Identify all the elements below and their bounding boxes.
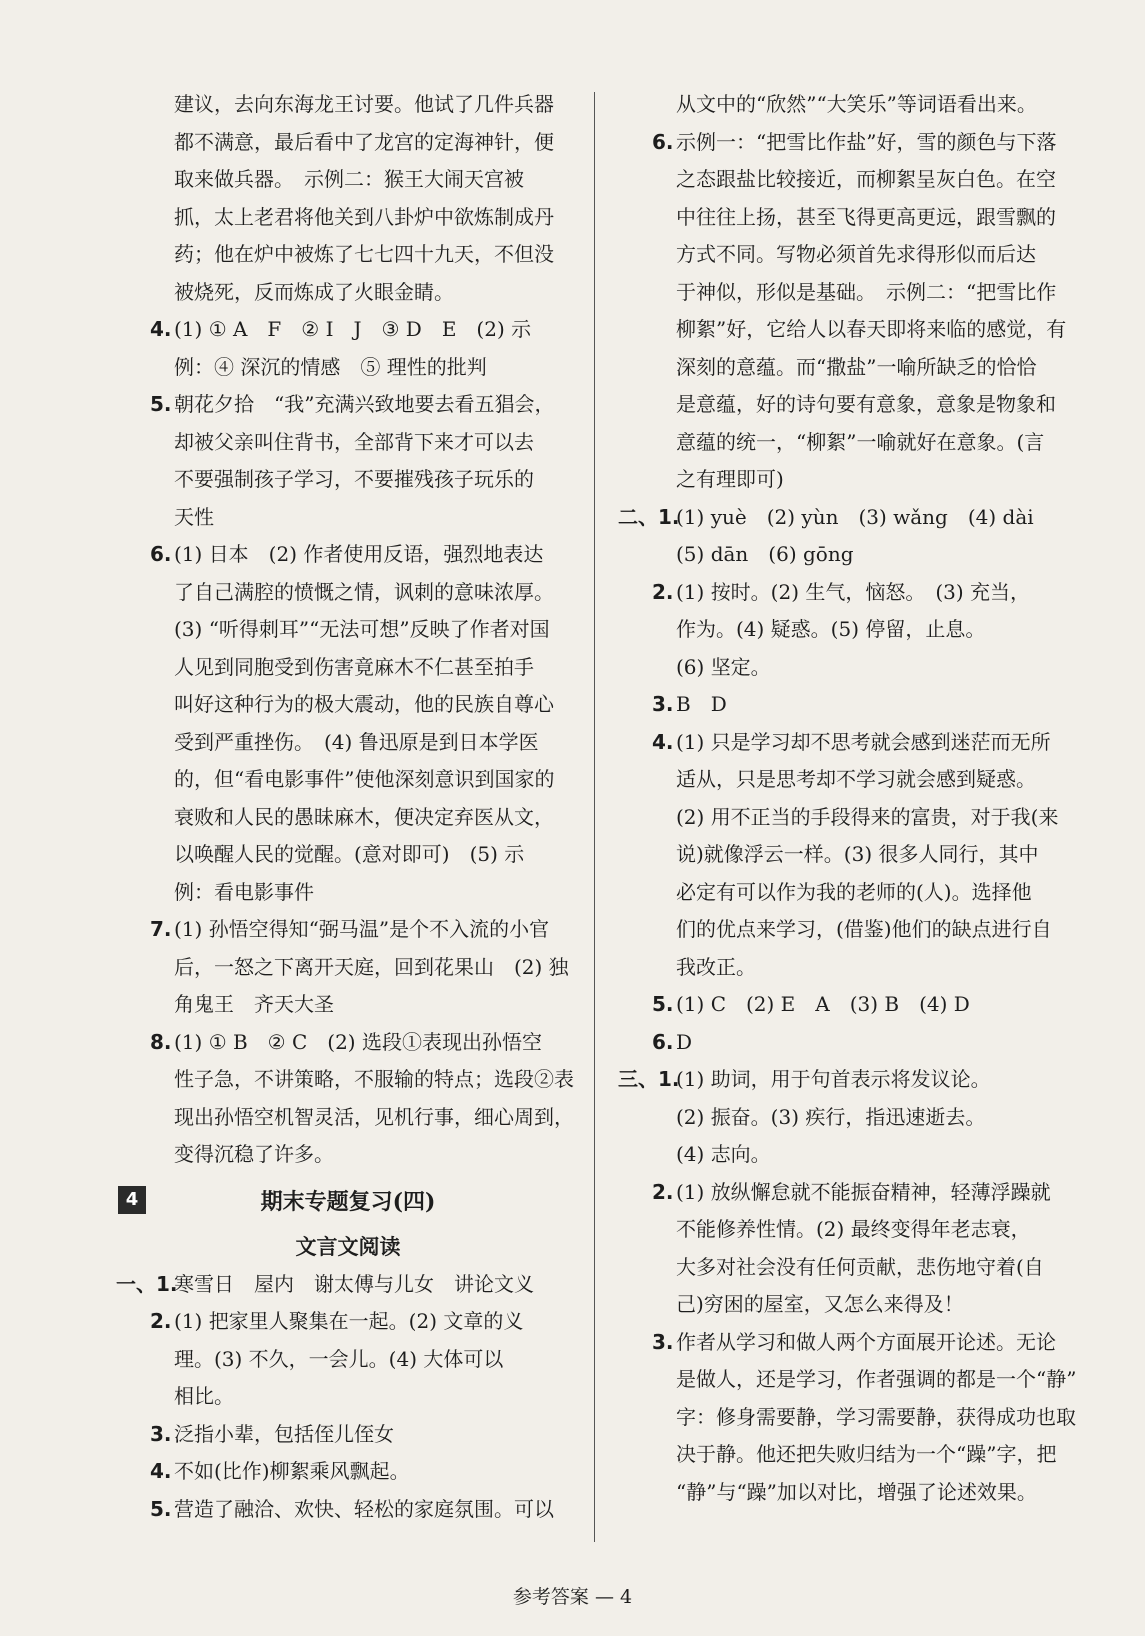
- text-line: 现出孙悟空机智灵活，见机行事，细心周到，: [174, 1104, 574, 1129]
- text-line: 例：④ 深沉的情感 ⑤ 理性的批判: [174, 354, 487, 379]
- text-line: (1) ① B ② C (2) 选段①表现出孙悟空: [174, 1029, 542, 1054]
- text-line: 之有理即可): [676, 467, 784, 491]
- answer-item: [118, 311, 578, 386]
- text-line: (1) 放纵懈怠就不能振奋精神，轻薄浮躁就: [676, 1179, 1051, 1204]
- text-line: 们的优点来学习，(借鉴)他们的缺点进行自: [676, 917, 1052, 941]
- text-line: 不要强制孩子学习，不要摧残孩子玩乐的: [174, 467, 534, 491]
- item-number: 2.: [150, 1309, 172, 1333]
- item-number: 7.: [150, 917, 172, 941]
- item-number: 6.: [652, 1029, 674, 1054]
- text-line: 不如(比作)柳絮乘风飘起。: [174, 1459, 410, 1483]
- text-line: (2) 振奋。(3) 疾行，指迅速逝去。: [676, 1104, 986, 1129]
- text-line: 受到严重挫伤。 (4) 鲁迅原是到日本学医: [174, 729, 539, 754]
- text-line: 以唤醒人民的觉醒。(意对即可) (5) 示: [174, 842, 525, 866]
- text-line: 作者从学习和做人两个方面展开论述。无论: [676, 1329, 1056, 1354]
- text-line: 决于静。他还把失败归结为一个“躁”字，把: [676, 1442, 1057, 1466]
- answer-item: [118, 911, 578, 1024]
- item-number: 2.: [652, 579, 674, 604]
- item-number: 3.: [652, 1329, 674, 1354]
- text-line: 是做人，还是学习，作者强调的都是一个“静”: [676, 1367, 1077, 1391]
- column-divider: [594, 92, 595, 1542]
- text-line: 方式不同。写物必须首先求得形似而后达: [676, 242, 1036, 266]
- text-line: (3) “听得刺耳”“无法可想”反映了作者对国: [174, 617, 550, 641]
- item-number: 3.: [150, 1421, 172, 1446]
- answer-item: [620, 686, 1080, 724]
- text-line: 性子急，不讲策略，不服输的特点；选段②表: [174, 1067, 574, 1091]
- text-line: 之态跟盐比较接近，而柳絮呈灰白色。在空: [676, 167, 1056, 191]
- item-number: 一、1.: [116, 1271, 178, 1296]
- text-line: 却被父亲叫住背书，全部背下来才可以去: [174, 429, 534, 454]
- text-line: 作为。(4) 疑惑。(5) 停留，止息。: [676, 617, 986, 641]
- text-line: 后，一怒之下离开天庭，回到花果山 (2) 独: [174, 954, 569, 979]
- text-line: 中往往上扬，甚至飞得更高更远，跟雪飘的: [676, 204, 1056, 229]
- text-line: 被烧死，反而炼成了火眼金睛。: [174, 279, 454, 304]
- item-number: 4.: [150, 1459, 172, 1483]
- text-line: 必定有可以作为我的老师的(人)。选择他: [676, 879, 1032, 904]
- item-number: 3.: [652, 692, 674, 716]
- answer-item: [620, 986, 1080, 1024]
- answer-item: [620, 1174, 1080, 1324]
- text-line: 是意蕴，好的诗句要有意象，意象是物象和: [676, 392, 1056, 416]
- text-line: 我改正。: [676, 954, 756, 979]
- text-line: (5) dān (6) gōng: [676, 542, 854, 566]
- item-number: 2.: [652, 1179, 674, 1204]
- section-header: [118, 1182, 578, 1222]
- text-line: 己)穷困的屋室，又怎么来得及！: [676, 1292, 964, 1316]
- text-line: 寒雪日 屋内 谢太傅与儿女 讲论文义: [174, 1271, 534, 1296]
- page-footer: 参考答案 — 4: [512, 1586, 633, 1608]
- text-line: 朝花夕拾 “我”充满兴致地要去看五猖会，: [174, 392, 555, 416]
- text-line: 药；他在炉中被炼了七七四十九天，不但没: [174, 242, 554, 266]
- text-line: (1) yuè (2) yùn (3) wǎng (4) dài: [676, 504, 1034, 529]
- text-line: 的，但“看电影事件”使他深刻意识到国家的: [174, 767, 555, 791]
- answer-item: [620, 1324, 1080, 1512]
- text-line: (1) 助词，用于句首表示将发议论。: [676, 1067, 991, 1091]
- item-number: 5.: [652, 992, 674, 1016]
- text-line: 例：看电影事件: [174, 879, 314, 904]
- text-line: 衰败和人民的愚昧麻木，便决定弃医从文，: [174, 804, 554, 829]
- text-line: (1) 日本 (2) 作者使用反语，强烈地表达: [174, 542, 544, 566]
- text-line: 建议，去向东海龙王讨要。他试了几件兵器: [174, 92, 554, 116]
- item-number: 三、1.: [618, 1067, 680, 1091]
- item-number: 4.: [150, 317, 172, 341]
- item-number: 4.: [652, 729, 674, 754]
- item-number: 8.: [150, 1029, 172, 1054]
- text-line: 深刻的意蕴。而“撒盐”一喻所缺乏的恰恰: [676, 354, 1037, 379]
- item-number: 5.: [150, 1496, 172, 1521]
- text-line: 于神似，形似是基础。 示例二：“把雪比作: [676, 279, 1057, 304]
- answer-item: [118, 386, 578, 536]
- item-number: 二、1.: [618, 504, 680, 529]
- answer-item: [620, 1024, 1080, 1062]
- answer-item: [620, 1061, 1080, 1174]
- text-line: 不能修养性情。(2) 最终变得年老志衰，: [676, 1217, 1031, 1241]
- continuation-text: [118, 86, 578, 311]
- text-line: 人见到同胞受到伤害竟麻木不仁甚至拍手: [174, 654, 534, 679]
- item-number: 5.: [150, 392, 172, 416]
- answer-item: [118, 1266, 578, 1304]
- text-line: 从文中的“欣然”“大笑乐”等词语看出来。: [676, 92, 1037, 116]
- text-line: 了自己满腔的愤慨之情，讽刺的意味浓厚。: [174, 579, 554, 604]
- text-line: 字：修身需要静，学习需要静，获得成功也取: [676, 1404, 1076, 1429]
- text-line: 取来做兵器。 示例二：猴王大闹天宫被: [174, 167, 524, 191]
- answer-item: [620, 724, 1080, 987]
- text-line: (1) 只是学习却不思考就会感到迷茫而无所: [676, 729, 1051, 754]
- answer-item: [118, 1024, 578, 1174]
- answer-item: [620, 574, 1080, 687]
- item-number: 6.: [150, 542, 172, 566]
- text-line: 大多对社会没有任何贡献，悲伤地守着(自: [676, 1254, 1044, 1279]
- text-line: “静”与“躁”加以对比，增强了论述效果。: [676, 1479, 1037, 1504]
- answer-item: [620, 124, 1080, 499]
- text-line: 泛指小辈，包括侄儿侄女: [174, 1421, 394, 1446]
- text-line: 营造了融洽、欢快、轻松的家庭氛围。可以: [174, 1496, 554, 1521]
- text-line: 理。(3) 不久，一会儿。(4) 大体可以: [174, 1346, 504, 1371]
- continuation-text: [620, 86, 1080, 124]
- text-line: 柳絮”好，它给人以春天即将来临的感觉，有: [676, 317, 1067, 341]
- text-line: 叫好这种行为的极大震动，他的民族自尊心: [174, 692, 554, 716]
- text-line: 角鬼王 齐天大圣: [174, 992, 334, 1016]
- text-line: 说)就像浮云一样。(3) 很多人同行，其中: [676, 842, 1039, 866]
- text-line: 都不满意，最后看中了龙宫的定海神针，便: [174, 129, 554, 154]
- text-line: (1) C (2) E A (3) B (4) D: [676, 992, 970, 1016]
- text-line: (1) 按时。(2) 生气，恼怒。 (3) 充当，: [676, 579, 1031, 604]
- answer-item: [118, 1491, 578, 1529]
- item-number: 6.: [652, 129, 674, 154]
- right-column: [620, 86, 1080, 1511]
- subheading: 文言文阅读: [295, 1233, 401, 1259]
- text-line: 适从，只是思考却不学习就会感到疑惑。: [676, 767, 1036, 791]
- text-line: D: [676, 1029, 693, 1054]
- text-line: (1) 孙悟空得知“弼马温”是个不入流的小官: [174, 917, 550, 941]
- answer-item: [620, 499, 1080, 574]
- answer-item: [118, 1303, 578, 1416]
- text-line: 变得沉稳了许多。: [174, 1142, 334, 1166]
- answer-item: [118, 1416, 578, 1454]
- text-line: (4) 志向。: [676, 1142, 771, 1166]
- text-line: 天性: [174, 504, 214, 529]
- section-title: 期末专题复习(四): [260, 1188, 436, 1215]
- answer-item: [118, 536, 578, 911]
- text-line: (1) 把家里人聚集在一起。(2) 文章的义: [174, 1309, 524, 1333]
- text-line: 抓，太上老君将他关到八卦炉中欲炼制成丹: [174, 204, 554, 229]
- text-line: B D: [676, 692, 727, 716]
- text-line: 示例一：“把雪比作盐”好，雪的颜色与下落: [676, 129, 1057, 154]
- text-line: (1) ① A F ② I J ③ D E (2) 示: [174, 317, 532, 341]
- left-column: [118, 86, 578, 1528]
- text-line: 意蕴的统一，“柳絮”一喻就好在意象。(言: [676, 429, 1045, 454]
- answer-item: [118, 1453, 578, 1491]
- text-line: (2) 用不正当的手段得来的富贵，对于我(来: [676, 804, 1059, 829]
- text-line: 相比。: [174, 1384, 234, 1408]
- section-number-badge: 4: [118, 1186, 146, 1214]
- text-line: (6) 坚定。: [676, 654, 771, 679]
